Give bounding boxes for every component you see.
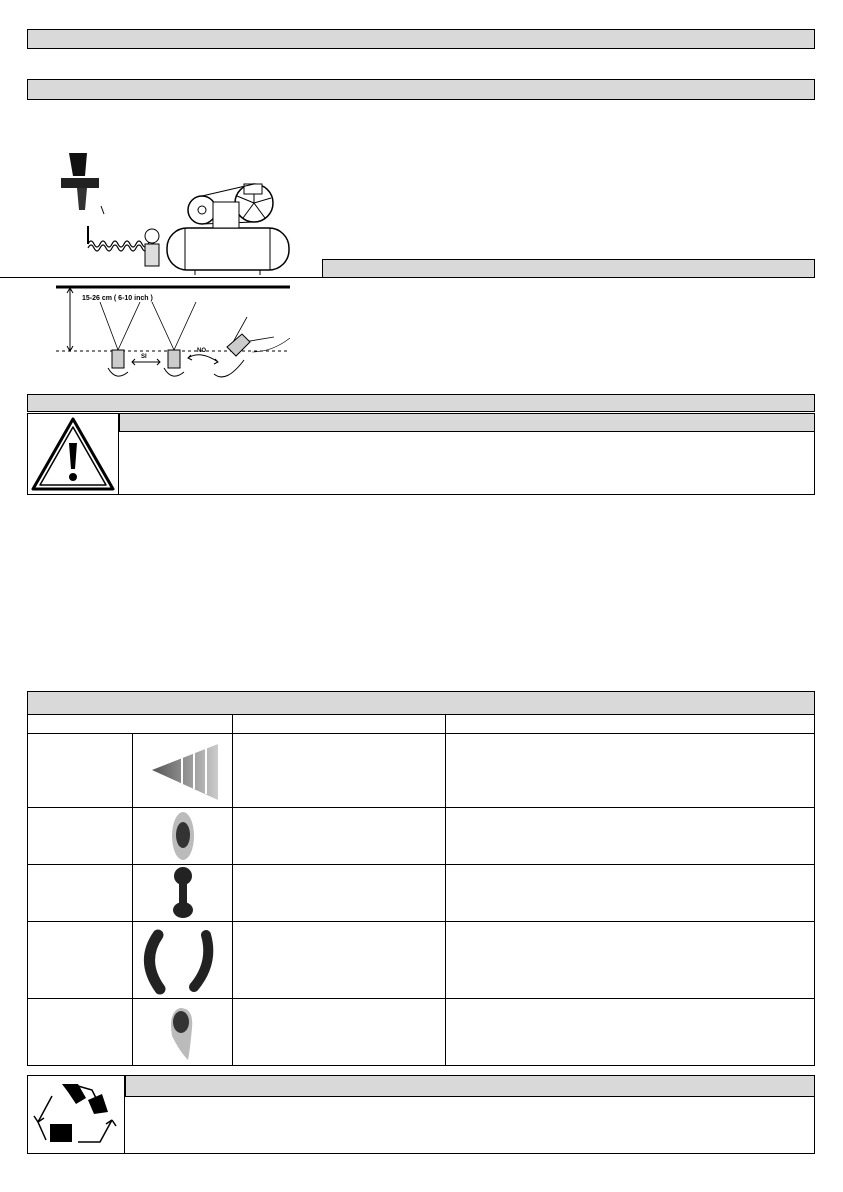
- recycle-icon: [32, 1080, 120, 1150]
- recycle-header-bar: [125, 1075, 815, 1097]
- section-bar-4: [27, 394, 815, 412]
- col-divider-1: [232, 714, 233, 1066]
- section-bar-3: [322, 259, 815, 278]
- split-pattern-image: [140, 929, 222, 995]
- heavy-center-pattern-image: [168, 810, 198, 862]
- troubleshooting-header-bar: [27, 691, 815, 715]
- table-header-row: [27, 714, 815, 734]
- row-divider-2: [27, 864, 815, 865]
- col-divider-image: [132, 734, 133, 1066]
- dumbbell-pattern-image: [170, 866, 196, 920]
- row-divider-3: [27, 921, 815, 922]
- row-divider-1: [27, 807, 815, 808]
- divider-line: [0, 277, 323, 278]
- spray-distance-illustration: [52, 282, 294, 394]
- no-label: NO: [197, 348, 206, 354]
- row-divider-4: [27, 998, 815, 999]
- section-bar-2: [27, 79, 815, 100]
- teardrop-pattern-image: [166, 1004, 200, 1062]
- yes-label: SI: [141, 354, 147, 360]
- distance-label: 15-26 cm ( 6-10 inch ): [82, 295, 153, 302]
- spray-gun-compressor-illustration: [25, 140, 325, 280]
- warning-triangle-icon: [29, 415, 117, 493]
- wedge-pattern-image: [146, 742, 232, 804]
- warning-header-bar: [119, 413, 815, 432]
- section-bar-1: [27, 29, 815, 49]
- col-divider-2: [445, 714, 446, 1066]
